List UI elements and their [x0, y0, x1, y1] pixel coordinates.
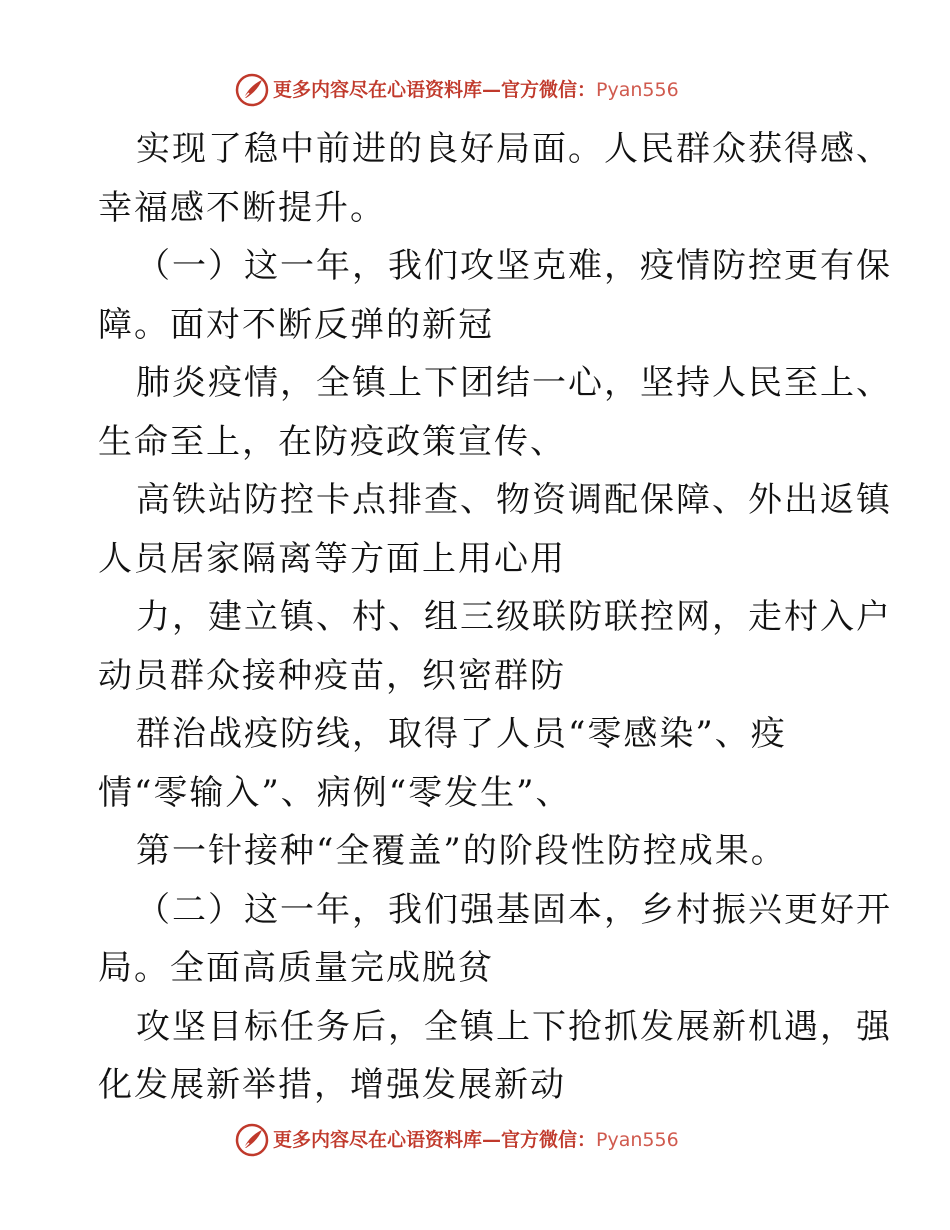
text-line: 情“零输入”、病例“零发生”、 — [98, 772, 572, 813]
text-line: 实现了稳中前进的良好局面。人民群众获得感、 — [136, 129, 892, 169]
text-line: 生命至上，在防疫政策宣传、 — [98, 421, 566, 462]
text-line: 力，建立镇、村、组三级联防联控网，走村入户 — [136, 597, 892, 637]
text-line: 幸福感不断提升。 — [98, 187, 386, 228]
text-line: 高铁站防控卡点排查、物资调配保障、外出返镇 — [136, 480, 892, 520]
banner-text: 更多内容尽在心语资料库—官方微信： — [273, 1129, 597, 1151]
text-line: 攻坚目标任务后，全镇上下抢抓发展新机遇，强 — [136, 1006, 892, 1047]
text-line: 肺炎疫情，全镇上下团结一心，坚持人民至上、 — [136, 363, 892, 403]
text-line: 人员居家隔离等方面上用心用 — [98, 538, 566, 579]
text-line: 动员群众接种疫苗，织密群防 — [98, 655, 566, 696]
text-line: 障。面对不断反弹的新冠 — [98, 304, 494, 345]
text-line: 局。全面高质量完成脱贫 — [98, 948, 494, 988]
quill-pen-logo-icon — [235, 73, 269, 107]
banner-text: 更多内容尽在心语资料库—官方微信： — [273, 79, 597, 101]
banner-contact-id: Pyan556 — [596, 1129, 679, 1151]
text-line: （二）这一年，我们强基固本，乡村振兴更好开 — [136, 889, 892, 930]
text-line: 群治战疫防线，取得了人员“零感染”、疫 — [136, 714, 787, 754]
text-line: （一）这一年，我们攻坚克难，疫情防控更有保 — [136, 246, 892, 286]
quill-pen-logo-icon — [235, 1123, 269, 1157]
banner-contact-id: Pyan556 — [596, 79, 679, 101]
header-banner — [235, 72, 679, 108]
body-text — [98, 120, 892, 1115]
text-line: 第一针接种“全覆盖”的阶段性防控成果。 — [136, 831, 787, 871]
footer-banner — [235, 1122, 679, 1158]
text-line: 化发展新举措，增强发展新动 — [98, 1065, 566, 1105]
